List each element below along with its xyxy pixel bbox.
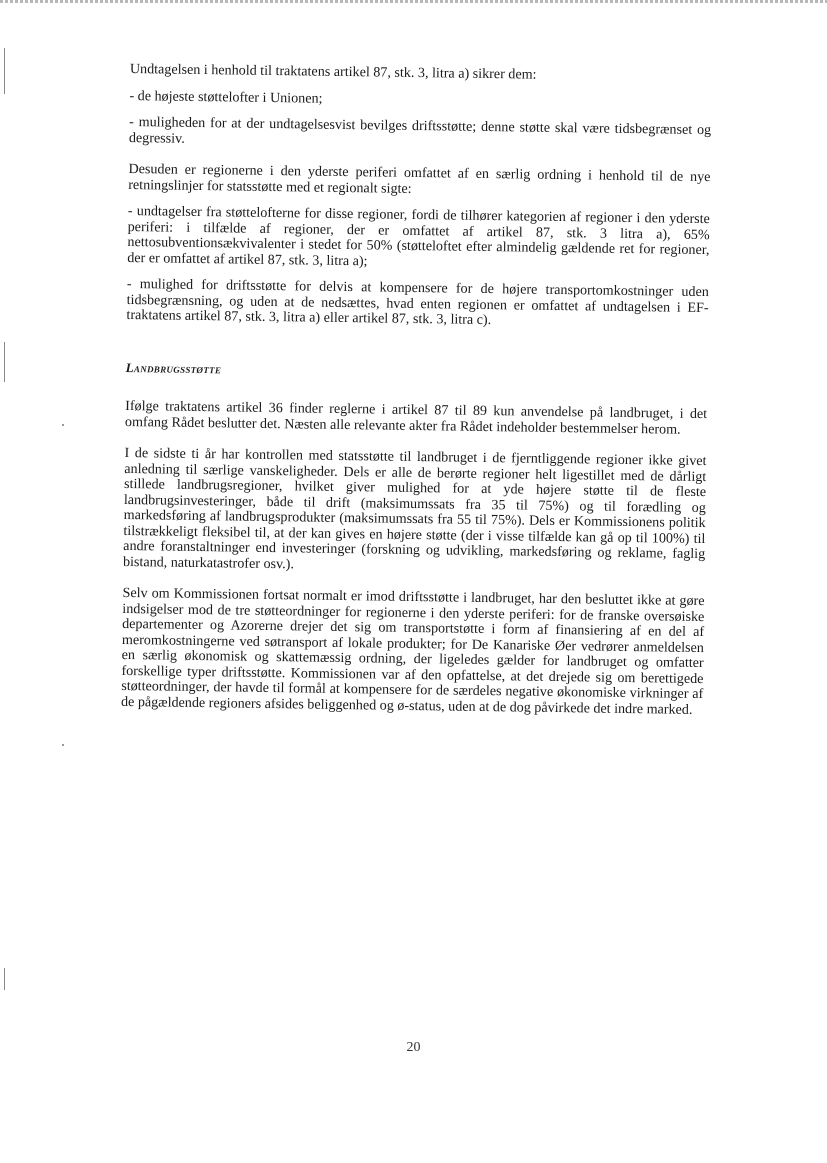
paragraph-bullet: - de højeste støttelofter i Unionen;: [129, 87, 323, 107]
page-number: 20: [406, 1040, 421, 1055]
margin-speck: [62, 744, 64, 746]
page-body: [121, 62, 712, 718]
paragraph: Selv om Kommissionen fortsat normalt er imod driftsstøtte i landbruget, har den besluttet ikke at gøre indsigelser mod de tre støtteordninger for regionerne i den yderste periferi: for de franske oversøiske departementer og Azorerne drejer det sig om transportstøtte i form af finansiering af en del af meromkostningerne ved søtransport af lokale produkter; for De Kanariske Øer vedrører anmeldelsen en særlig økonomisk og skattemæssig ordning, der ligeledes gælder for landbruget og omfatter forskellige typer driftsstøtte. Kommissionen var af den opfattelse, at det drejede sig om berettigede støtteordninger, der havde til formål at kompensere for de særdeles negative økonomiske virkninger af de pågældende regioners afsides beliggenhed og ø-status, uden at de dog påvirkede det indre marked.: [120, 584, 705, 718]
paragraph-bullet: - muligheden for at der undtagelsesvist bevilges driftsstøtte; denne støtte skal være tidsbegrænset og degressiv.: [128, 113, 712, 147]
margin-speck: [62, 424, 64, 426]
paragraph-bullet: - mulighed for driftsstøtte for delvis at kompensere for de højere transportomkostninger uden tidsbegrænsning, og uden at de nedsættes, hvad enten regionen er omfattet af undtagelsen i EF-traktatens artikel 87, stk. 3, litra a) eller artikel 87, stk. 3, litra c).: [126, 275, 709, 329]
scan-margin-mark: [4, 48, 5, 94]
paragraph-intro: Undtagelsen i henhold til traktatens artikel 87, stk. 3, litra a) sikrer dem:: [129, 61, 537, 83]
scan-margin-mark: [4, 968, 5, 990]
paragraph: Desuden er regionerne i den yderste periferi omfattet af en særlig ordning i henhold til de nye retningslinjer for statsstøtte med et regionalt sigte:: [128, 160, 711, 197]
scan-margin-mark: [4, 342, 5, 382]
paragraph: Ifølge traktatens artikel 36 finder reglerne i artikel 87 til 89 kun anvendelse på landbruget, i det omfang Rådet beslutter det. Næsten alle relevante akter fra Rådet indeholder bestemmelser herom.: [124, 397, 708, 438]
paragraph: I de sidste ti år har kontrollen med statsstøtte til landbruget i de fjerntliggende regioner ikke givet anledning til særlige vanskeligheder. Dels er alle de berørte regioner helt ligestillet med de dårligt stillede landbrugsregioner, hvilket giver mulighed for at yde højere støtte til de fleste landbrugsinvesteringer, både til drift (maksimumssats fra 35 til 75%) og til forædling og markedsføring af landbrugsprodukter (maksimumssats fra 55 til 75%). Dels er Kommissionens politik tilstrækkeligt fleksibel til, at der kan gives en højere støtte (der i visse tilfælde kan gå op til 100%) til andre foranstaltninger end investeringer (forskning og udvikling, markedsføring og reklame, faglig bistand, naturkatastrofer osv.).: [122, 444, 707, 572]
section-heading: Landbrugsstøtte: [125, 359, 222, 376]
paragraph-bullet: - undtagelser fra støttelofterne for disse regioner, fordi de tilhører kategorien af regioner i den yderste periferi: i tilfælde af regioner, der er omfattet af artikel 87, stk. 3 litra a), 65% nettosubventionsækvivalenter i stedet for 50% (støtteloftet efter almindelig gældende ret for regioner, der er omfattet af artikel 87, stk. 3, litra a);: [127, 202, 710, 269]
scan-top-edge: [0, 0, 827, 3]
